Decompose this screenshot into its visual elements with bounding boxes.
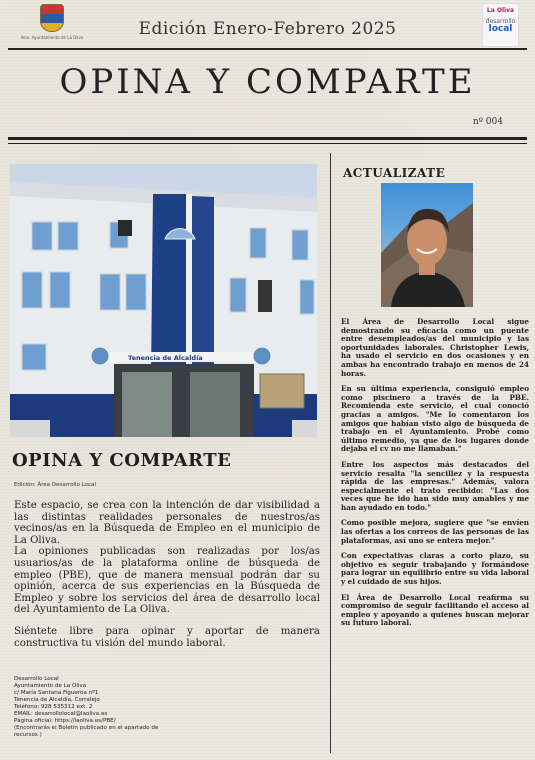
contact-website-link[interactable]: Página oficial: https://laoliva.es/PBE/ [14, 718, 116, 724]
article-title: OPINA Y COMPARTE [12, 450, 232, 471]
masthead-divider [8, 137, 527, 140]
article-paragraph: Siéntete libre para opinar y aportar de manera constructiva tu visión del mundo laboral. [14, 625, 320, 649]
logo-line-2: desarrollo [485, 18, 516, 25]
contact-line: Teléfono: 928 535312 ext. 2 [14, 704, 93, 710]
desarrollo-local-logo [482, 3, 519, 47]
contact-line: Tenencia de Alcaldía, Corralejo [14, 697, 100, 703]
article-paragraph: La opiniones publicadas son realizadas por los/as usuarios/as de la plataforma online de búsqueda de empleo (PBE), que de manera mensual podrán dar su opinión, acerca de sus experiencias en la Búsqueda de Empleo y sobre los servicios del área de desarrollo local del Ayuntamiento de La Oliva. [14, 546, 320, 616]
sidebar-paragraph: Como posible mejora, sugiere que "se envíen las ofertas a los correos de las personas de las plataformas, así uno se entera mejor." [341, 518, 529, 545]
contact-line: recursos ) [14, 732, 42, 738]
issue-number: nº 004 [472, 117, 503, 127]
masthead-divider-thin [8, 143, 527, 144]
contact-block [14, 676, 184, 739]
building-photo [10, 164, 317, 437]
masthead-title: OPINA Y COMPARTE [59, 62, 476, 102]
contact-line: c/ María Santana Figueroa nº1 [14, 690, 99, 696]
logo-line-1: La Oliva [486, 7, 515, 14]
contact-line: Ayuntamiento de La Oliva [14, 683, 87, 689]
edition-label: Edición Enero-Febrero 2025 [138, 19, 397, 39]
article-body [14, 500, 320, 649]
contact-line: (Encontrarás el Boletín publicado en el apartado de [14, 725, 159, 731]
sidebar-title: ACTUALIZATE [343, 166, 446, 180]
logo-line-3: local [488, 24, 513, 34]
contact-email-link[interactable]: EMAIL: desarrollolocal@laoliva.es [14, 711, 108, 717]
photo-sign: Tenencia de Alcaldía [128, 354, 203, 362]
contact-line: Desarrollo Local [14, 676, 59, 682]
article-byline: Edición: Área Desarrollo Local [14, 482, 96, 488]
sidebar-body [341, 318, 529, 635]
ayuntamiento-logo-caption: Ilmo. Ayuntamiento de La Oliva [20, 35, 84, 40]
sidebar-paragraph: Con expectativas claras a corto plazo, su objetivo es seguir trabajando y formándose para lograr un equilibrio entre su vida laboral y el cuidado de sus hijos. [341, 551, 529, 587]
sidebar-paragraph: En su última experiencia, consiguió empleo como piscinero a través de la PBE. Recomienda este servicio, el cual conoció gracias a amigos. "Me lo comentaron los amigos que habían visto algo de búsqueda de trabajo en el Ayuntamiento. Probé como último remedio, ya que de los lugares donde dejaba el cv no me llamaban." [341, 384, 529, 454]
column-divider [330, 153, 331, 753]
article-paragraph: Este espacio, se crea con la intención de dar visibilidad a las distintas realidades personales de nuestros/as vecinos/as en la Búsqueda de Empleo en el municipio de La Oliva. [14, 500, 320, 546]
person-photo [381, 183, 473, 307]
header-divider [8, 48, 527, 50]
sidebar-paragraph: El Área de Desarrollo Local reafirma su compromiso de seguir facilitando el acceso al empleo y apoyando a quienes buscan mejorar su futuro laboral. [341, 592, 529, 628]
sidebar-paragraph: Entre los aspectos más destacados del servicio resalta "la sencillez y la respuesta rápida de las empresas." Además, valora especialmente el trato recibido: "Las dos veces que he ido han sido muy amables y me han ayudado en todo." [341, 459, 529, 512]
sidebar-paragraph: El Área de Desarrollo Local sigue demostrando su eficacia como un puente entre desempleados/as del municipio y las oportunidades laborales. Christopher Lewis, ha usado el servicio en dos ocasiones y en ambas ha encontrado trabajo en menos de 24 horas. [341, 317, 529, 378]
